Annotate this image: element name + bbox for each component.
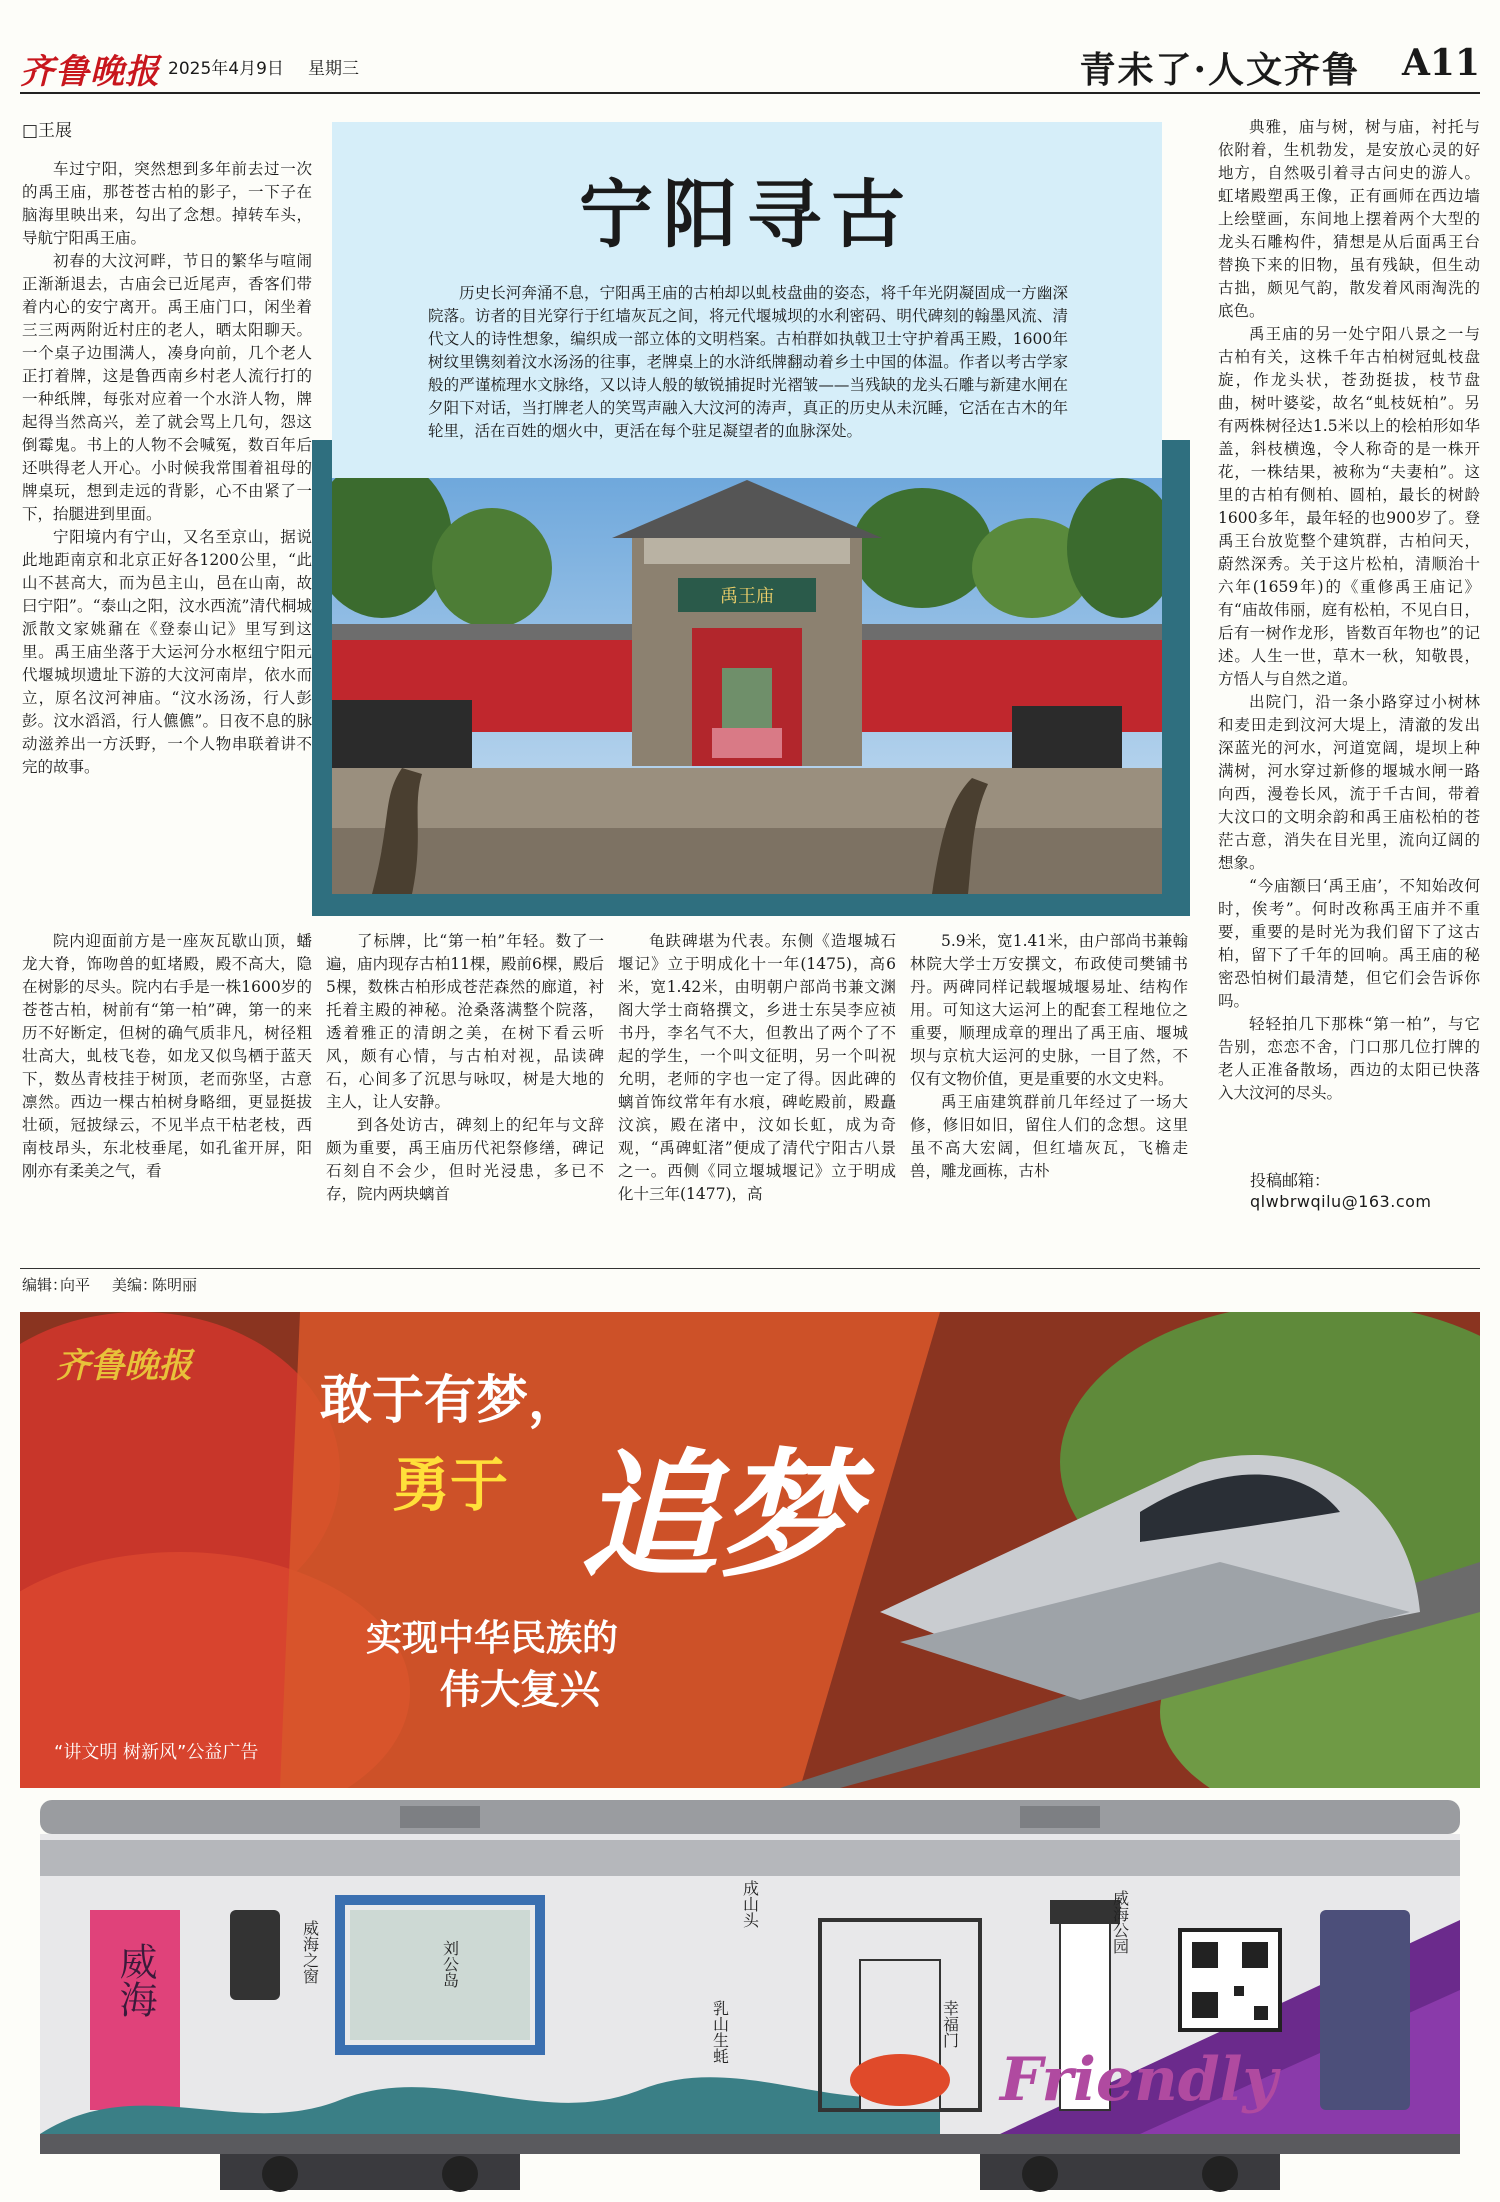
paper-logo: 齐鲁晚报: [20, 52, 160, 92]
paragraph: 了标牌，比“第一柏”年轻。数了一遍，庙内现存古柏11棵，殿前6棵，殿后5棵，数株古柏形成苍茫森然的廊道，衬托着主殿的神秘。沧桑落满整个院落，透着雅正的清朗之美，在树下看云听风，颇有心情，与古柏对视，品读碑石，心间多了沉思与咏叹，树是大地的主人，让人安静。: [326, 932, 604, 1111]
feature-box: [332, 122, 1162, 894]
paragraph: 5.9米，宽1.41米，由户部尚书兼翰林院大学士万安撰文，布政使司樊铺书丹。两碑同样记载堰城堰易址、结构作用。可知这大运河上的配套工程地位之重要，顺理成章的理出了禹王庙、堰城坝与京杭大运河的史脉，一目了然，不仅有文物价值，更是重要的水文史料。: [910, 932, 1188, 1088]
mailbox-label: 投稿邮箱：: [1250, 1171, 1331, 1190]
public-service-ad: [20, 1312, 1480, 1788]
paragraph: 禹王庙建筑群前几年经过了一场大修，修旧如旧，留住人们的念想。这里虽不高大宏阔，但红墙灰瓦，飞檐走兽，雕龙画栋，古朴: [910, 1093, 1188, 1180]
paragraph: 车过宁阳，突然想到多年前去过一次的禹王庙，那苍苍古柏的影子，一下子在脑海里映出来，勾出了念想。掉转车头，导航宁阳禹王庙。: [22, 160, 312, 247]
article-column-4: [910, 930, 1188, 1260]
footer-divider: [20, 1268, 1480, 1269]
paragraph: 初春的大汶河畔，节日的繁华与喧闹正渐渐退去，古庙会已近尾声，香客们带着内心的安宁离开。禹王庙门口，闲坐着三三两两附近村庄的老人，晒太阳聊天。一个桌子边围满人，凑身向前，几个老人正打着牌，这是鲁西南乡村老人流行打的一种纸牌，每张对应着一个水浒人物，牌起得当然高兴，差了就会骂上几句，怨这倒霉鬼。书上的人物不会喊冤，数百年后还哄得老人开心。小时候我常围着祖母的牌桌玩，想到走远的背影，心不由紧了一下，抬腿进到里面。: [22, 252, 312, 523]
ad-slogan-line4: 伟大复兴: [440, 1667, 600, 1713]
weihai-train-ad: [20, 1800, 1480, 2195]
art-editor-name: 陈明丽: [152, 1276, 198, 1294]
train-car-illustration: [20, 1800, 1480, 2195]
article-column-1a: [22, 158, 312, 916]
ad-slogan-line2: 勇于: [392, 1451, 509, 1519]
article-column-5: [1218, 116, 1480, 1170]
issue-date: 2025年4月9日: [168, 59, 284, 79]
label-liugong-island: 刘公岛: [440, 1940, 460, 1988]
author-byline: □王展: [22, 121, 73, 141]
label-weihai-park: 威海公园: [1110, 1890, 1130, 1954]
ad-slogan-highlight: 追梦: [580, 1434, 857, 1597]
mailbox-address: qlwbrwqilu@163.com: [1250, 1192, 1432, 1211]
label-happiness-gate: 幸福门: [940, 2000, 960, 2048]
page-number: A11: [1401, 42, 1480, 84]
article-column-2: [326, 930, 604, 1260]
label-rushan-oyster: 乳山生蚝: [710, 2000, 730, 2064]
art-editor-label: 美编：: [112, 1276, 158, 1294]
paragraph: 禹王庙的另一处宁阳八景之一与古柏有关，这株千年古柏树冠虬枝盘旋，作龙头状，苍劲挺拔，枝节盘曲，树叶婆娑，故名“虬枝妩柏”。另有两株树径达1.5米以上的桧柏形如华盖，斜枝横逸，令人称奇的是一株开花，一株结果，被称为“夫妻柏”。这里的古柏有侧柏、圆柏，最长的树龄1600多年，最年轻的也900岁了。登禹王台放览整个建筑群，古柏问天，蔚然深秀。关于这片松柏，清顺治十六年(1659年)的《重修禹王庙记》有“庙故伟丽，庭有松柏，不见白日，后有一树作龙形，皆数百年物也”的记述。人生一世，草木一秋，知敬畏，方悟人与自然之道。: [1218, 325, 1480, 688]
paragraph: 出院门，沿一条小路穿过小树林和麦田走到汶河大堤上，清澈的发出深蓝光的河水，河道宽阔，堤坝上种满树，河水穿过新修的堰城水闸一路向西，漫卷长风，流于千古间，带着大汶口的文明余韵和禹王庙松柏的苍茫古意，消失在目光里，流向辽阔的想象。: [1218, 693, 1480, 872]
ad-paper-logo: 齐鲁晚报: [56, 1346, 192, 1386]
issue-weekday: 星期三: [308, 59, 359, 79]
editor-label: 编辑：: [22, 1276, 68, 1294]
paragraph: “今庙额曰‘禹王庙’，不知始改何时，俟考”。何时改称禹王庙并不重要，重要的是时光为我们留下了这古柏，留下了千年的回响。禹王庙的秘密恐怕树们最清楚，但它们会告诉你吗。: [1218, 877, 1480, 1010]
article-column-1b: [22, 930, 312, 1260]
ad-campaign-note: “讲文明 树新风”公益广告: [54, 1742, 259, 1763]
gate-plaque: 禹王庙: [720, 586, 774, 607]
article-column-3: [618, 930, 896, 1260]
masthead: [20, 38, 1480, 94]
temple-photo: [332, 478, 1162, 894]
paragraph: 宁阳境内有宁山，又名至京山，据说此地距南京和北京正好各1200公里，“此山不甚高大，而为邑主山，邑在山南，故曰宁阳”。“泰山之阳，汶水西流”清代桐城派散文家姚鼐在《登泰山记》里写到这里。禹王庙坐落于大运河分水枢纽宁阳元代堰城坝遗址下游的大汶河南岸，依水而立，原名汶河神庙。“汶水汤汤，行人彭彭。汶水滔滔，行人儦儦”。日夜不息的脉动滋养出一方沃野，一个人物串联着讲不完的故事。: [22, 528, 312, 776]
paragraph: 典雅，庙与树，树与庙，衬托与依附着，生机勃发，是安放心灵的好地方，自然吸引着寻古问史的游人。虹堵殿塑禹王像，正有画师在西边墙上绘壁画，东间地上摆着两个大型的龙头石雕构件，猜想是从后面禹王台替换下来的旧物，虽有残缺，但生动古拙，颇见气韵，散发着风雨淘洗的底色。: [1218, 118, 1480, 320]
editor-name: 向平: [60, 1276, 91, 1294]
temple-photo-illustration: [332, 478, 1162, 894]
label-weihai-window: 威海之窗: [300, 1920, 320, 1984]
article-intro: 历史长河奔涌不息，宁阳禹王庙的古柏却以虬枝盘曲的姿态，将千年光阴凝固成一方幽深院落。访者的目光穿行于红墙灰瓦之间，将元代堰城坝的水利密码、明代碑刻的翰墨风流、清代文人的诗性想象，编织成一部立体的文明档案。古柏群如执戟卫士守护着禹王殿，1600年树纹里镌刻着汶水汤汤的往事，老牌桌上的水浒纸牌翻动着乡土中国的体温。作者以考古学家般的严谨梳理水文脉络，又以诗人般的敏锐捕捉时光褶皱——当残缺的龙头石雕与新建水闸在夕阳下对话，当打牌老人的笑骂声融入大汶河的涛声，真正的历史从未沉睡，它活在古木的年轮里，活在百姓的烟火中，更活在每个驻足凝望者的血脉深处。: [428, 284, 1068, 440]
friendly-brand: Friendly: [1000, 2045, 1278, 2115]
ad-slogan-line3: 实现中华民族的: [366, 1618, 619, 1659]
city-name: 威海: [113, 1942, 157, 2018]
paragraph: 院内迎面前方是一座灰瓦歇山顶，蟠龙大脊，饰吻兽的虹堵殿，殿不高大，隐在树影的尽头。院内右手是一株1600岁的苍苍古柏，树前有“第一柏”碑，第一的来历不好断定，但树的确气质非凡，树径粗壮高大，虬枝飞卷，如龙又似鸟栖于蓝天下，数丛青枝挂于树顶，老而弥坚，古意凛然。西边一棵古柏树身略细，更显挺拔壮硕，冠披绿云，不见半点干枯老枝，西南枝昂头，东北枝垂尾，如孔雀开屏，阳刚亦有柔美之气，看: [22, 932, 312, 1180]
paragraph: 到各处访古，碑刻上的纪年与文辞颇为重要，禹王庙历代祀祭修缮，碑记石刻自不会少，但时光浸患，多已不存，院内两块螭首: [326, 1116, 604, 1203]
label-chengshan-head: 成山头: [740, 1880, 760, 1928]
ad-slogan-line1: 敢于有梦，: [320, 1371, 581, 1431]
article-headline: 宁阳寻古: [579, 172, 915, 258]
paragraph: 轻轻拍几下那株“第一柏”，与它告别，恋恋不舍，门口那几位打牌的老人正准备散场，西边的太阳已快落入大汶河的尽头。: [1218, 1015, 1480, 1102]
section-title: 青未了·人文齐鲁: [1079, 49, 1360, 91]
paragraph: 龟趺碑堪为代表。东侧《造堰城石堰记》立于明成化十一年(1475)，高6米，宽1.42米，由明朝户部尚书兼文渊阁大学士商辂撰文，乡进士东吴李应祯书丹，李名气不大，但教出了两个了不起的学生，一个叫文征明，另一个叫祝允明，老师的字也一定了得。因此碑的螭首饰纹常年有水痕，碑屹殿前，殿矗汶滨，殿在渚中，汶如长虹，成为奇观，“禹碑虹渚”便成了清代宁阳古八景之一。西侧《同立堰城堰记》立于明成化十三年(1477)，高: [618, 932, 896, 1203]
